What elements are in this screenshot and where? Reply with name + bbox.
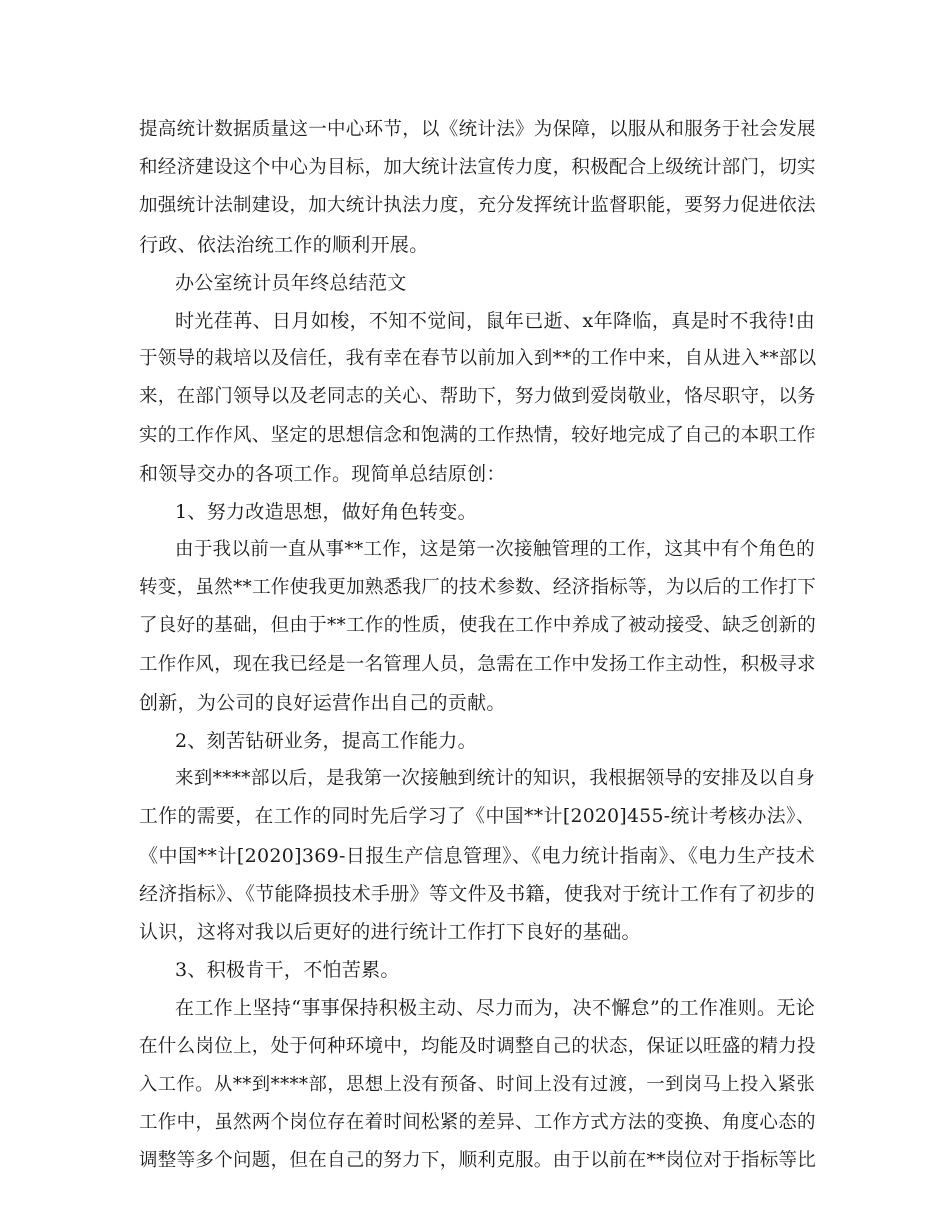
text-line: 加强统计法制建设，加大统计执法力度，充分发挥统计监督职能，要努力促进依法	[139, 195, 816, 217]
text-line: 工作的需要，在工作的同时先后学习了《中国**计[2020]455-统计考核办法》、	[139, 806, 815, 828]
text-line: 来，在部门领导以及老同志的关心、帮助下，努力做到爱岗敬业，恪尽职守，以务	[139, 386, 816, 408]
text-line: 2、刻苦钻研业务，提高工作能力。	[175, 730, 477, 752]
text-line: 入工作。从**到****部，思想上没有预备、时间上没有过渡，一到岗马上投入紧张	[139, 1073, 815, 1095]
text-line: 在什么岗位上，处于何种环境中，均能及时调整自己的状态，保证以旺盛的精力投	[139, 1035, 816, 1057]
text-line: 经济指标》、《节能降损技术手册》等文件及书籍，使我对于统计工作有了初步的	[139, 882, 815, 905]
text-line: 认识，这将对我以后更好的进行统计工作打下良好的基础。	[139, 920, 641, 943]
text-line: 提高统计数据质量这一中心环节，以《统计法》为保障，以服从和服务于社会发展	[139, 119, 816, 140]
text-line: 调整等多个问题，但在自己的努力下，顺利克服。由于以前在**岗位对于指标等比	[139, 1150, 817, 1172]
text-line: 实的工作作风、坚定的思想信念和饱满的工作热情，较好地完成了自己的本职工作	[139, 424, 816, 446]
text-line: 了良好的基础，但由于**工作的性质，使我在工作中养成了被动接受、缺乏创新的	[139, 615, 817, 637]
text-line: 创新，为公司的良好运营作出自己的贡献。	[139, 691, 506, 714]
text-line: 办公室统计员年终总结范文	[175, 271, 407, 294]
document-body	[139, 111, 815, 1180]
text-line: 在工作上坚持“事事保持积极主动、尽力而为，决不懈怠”的工作准则。无论	[175, 997, 815, 1020]
text-line: 工作中，虽然两个岗位存在着时间松紧的差异、工作方式方法的变换、角度心态的	[139, 1111, 816, 1133]
text-line: 转变，虽然**工作使我更加熟悉我厂的技术参数、经济指标等，为以后的工作打下	[139, 577, 817, 599]
text-line: 时光荏苒、日月如梭，不知不觉间，鼠年已逝、x年降临，真是时不我待!由	[175, 309, 815, 332]
text-line: 1、努力改造思想，做好角色转变。	[175, 500, 477, 523]
text-line: 行政、依法治统工作的顺利开展。	[139, 233, 429, 256]
text-line: 于领导的栽培以及信任，我有幸在春节以前加入到**的工作中来，自从进入**部以	[139, 348, 817, 370]
text-line: 工作作风，现在我已经是一名管理人员，急需在工作中发扬工作主动性，积极寻求	[139, 653, 816, 675]
text-line: 和经济建设这个中心为目标，加大统计法宣传力度，积极配合上级统计部门，切实	[139, 157, 816, 179]
text-line: 和领导交办的各项工作。现简单总结原创：	[139, 462, 506, 485]
text-line: 由于我以前一直从事**工作，这是第一次接触管理的工作，这其中有个角色的	[175, 539, 815, 561]
text-line: 来到****部以后，是我第一次接触到统计的知识，我根据领导的安排及以自身	[175, 768, 815, 790]
text-line: 3、积极肯干，不怕苦累。	[175, 959, 400, 982]
text-line: 《中国**计[2020]369-日报生产信息管理》、《电力统计指南》、《电力生产技术	[139, 844, 815, 867]
